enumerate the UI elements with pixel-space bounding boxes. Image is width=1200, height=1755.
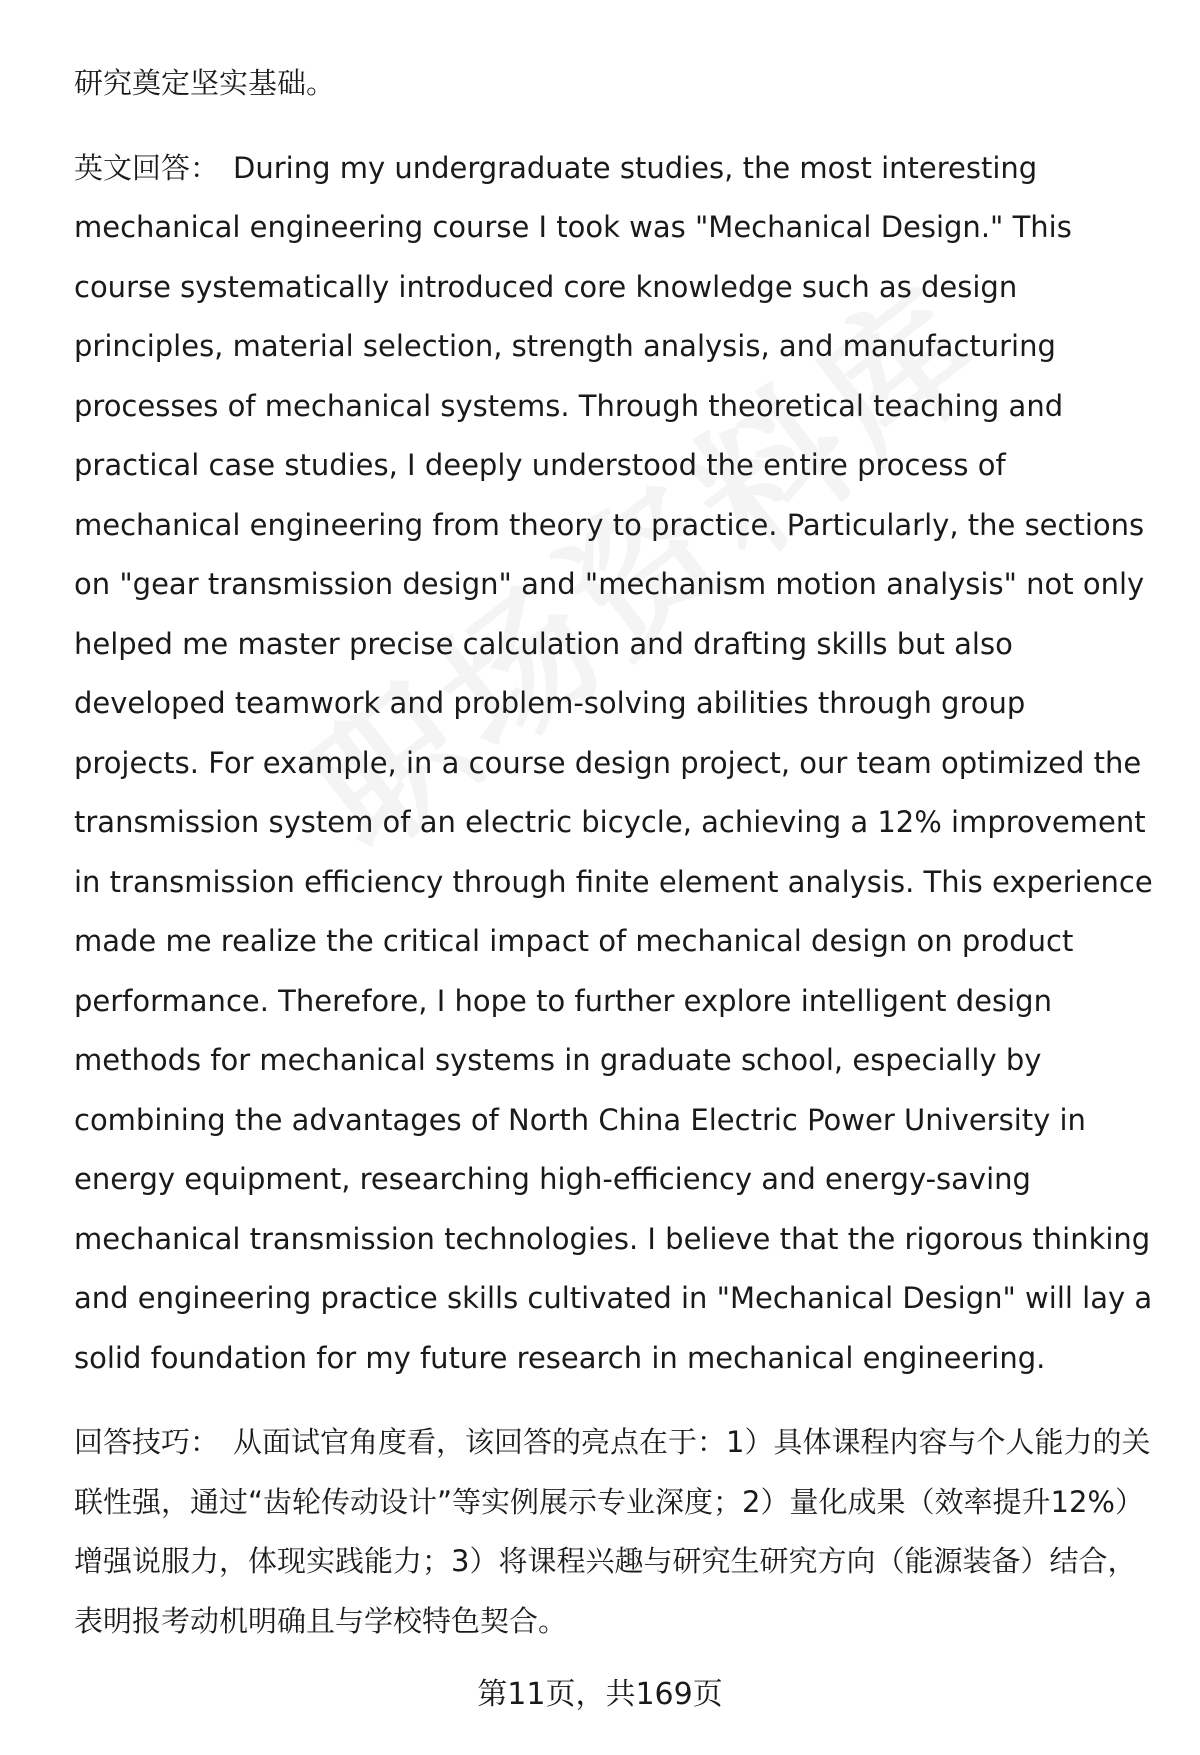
english-answer-label: 英文回答： [74, 150, 220, 185]
answer-tips-paragraph [74, 1413, 1154, 1651]
continuation-paragraph: 研究奠定坚实基础。 [74, 66, 336, 100]
english-answer-text: During my undergraduate studies, the most interesting mechanical engineering course I took was "Mechanical Design." This course systematically introduced core knowledge such as design principles, material selection, strength analysis, and manufacturing processes of mechanical systems. Through theoretical teaching and practical case studies, I deeply understood the entire process of mechanical engineering from theory to practice. Particularly, the sections on "gear transmission design" and "mechanism motion analysis" not only helped me master precise calculation and drafting skills but also developed teamwork and problem-solving abilities through group projects. For example, in a course design project, our team optimized the transmission system of an electric bicycle, achieving a 12% improvement in transmission efficiency through finite element analysis. This experience made me realize the critical impact of mechanical design on product performance. Therefore, I hope to further explore intelligent design methods for mechanical systems in graduate school, especially by combining the advantages of North China Electric Power University in energy equipment, researching high-efficiency and energy-saving mechanical transmission technologies. I believe that the rigorous thinking and engineering practice skills cultivated in "Mechanical Design" will lay a solid foundation for my future research in mechanical engineering. [74, 150, 1153, 1375]
page-indicator: 第11页，共169页 [477, 1677, 723, 1712]
answer-tips-text: 从面试官角度看，该回答的亮点在于：1）具体课程内容与个人能力的关联性强，通过“齿轮传动设计”等实例展示专业深度；2）量化成果（效率提升12%）增强说服力，体现实践能力；3）将课程兴趣与研究生研究方向（能源装备）结合，表明报考动机明确且与学校特色契合。 [74, 1425, 1151, 1638]
english-answer-paragraph [74, 139, 1154, 1389]
document-page [74, 54, 1154, 1651]
answer-tips-label: 回答技巧： [74, 1425, 220, 1459]
